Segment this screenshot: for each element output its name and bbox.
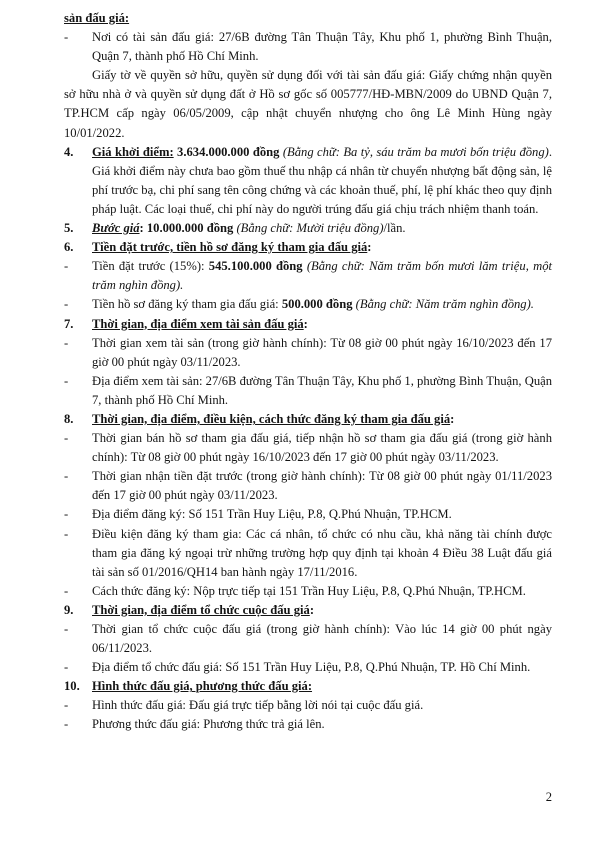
section-6 bbox=[64, 238, 552, 257]
registration-location-text: Địa điểm đăng ký: Số 151 Trần Huy Liệu, P.8, Q.Phú Nhuận, TP.HCM. bbox=[92, 507, 452, 522]
registration-location-item bbox=[64, 505, 552, 524]
section-7 bbox=[64, 315, 552, 334]
auction-form-item bbox=[64, 696, 552, 715]
bullet-dash: - bbox=[64, 622, 69, 636]
section-6-number: 6. bbox=[64, 240, 74, 255]
asset-location-item bbox=[64, 28, 552, 66]
auction-method-text: Phương thức đấu giá: Phương thức trả giá lên. bbox=[92, 717, 325, 732]
page-number: 2 bbox=[545, 790, 552, 804]
bullet-dash: - bbox=[64, 717, 69, 732]
auction-location-item bbox=[64, 658, 552, 677]
bullet-dash: - bbox=[64, 259, 69, 274]
bullet-dash: - bbox=[64, 698, 69, 713]
bid-step-unit: /lần. bbox=[383, 221, 406, 236]
section-10-number: 10. bbox=[64, 679, 80, 694]
starting-price-words: (Bằng chữ: Ba tỷ, sáu trăm ba mươi bốn triệu đồng) bbox=[279, 144, 549, 159]
section-5 bbox=[64, 219, 552, 238]
auction-method-item bbox=[64, 715, 552, 734]
registration-conditions-item bbox=[64, 525, 552, 582]
section-6-heading: Tiền đặt trước, tiền hồ sơ đăng ký tham gia đấu giá bbox=[92, 240, 368, 255]
ownership-documents-text: Giấy tờ về quyền sở hữu, quyền sử dụng đối với tài sản đấu giá: Giấy chứng nhận quyền sở hữu nhà ở và quyền sử dụng đất ở Hồ sơ gốc số 005777/HĐ-MBN/2009 do UBND Quận 7, TP.HCM cấp ngày 06/05/2009, cập nhật chuyển nhượng cho ông Lê Minh Hùng ngày 10/01/2022. bbox=[64, 68, 552, 140]
section-5-number: 5. bbox=[64, 221, 74, 236]
bullet-dash: - bbox=[64, 507, 69, 522]
dossier-fee-words: (Bằng chữ: Năm trăm nghìn đồng). bbox=[352, 297, 534, 312]
deposit-label: Tiền đặt trước (15%): bbox=[92, 259, 209, 274]
starting-price-note: . Giá khởi điểm này chưa bao gồm thuế thu nhập cá nhân từ chuyển nhượng bất động sản, lệ phí trước bạ, chi phí sang tên công chứng và các khoản thuế, phí, lệ phí khác theo quy định pháp luật. Các loại thuế, chi phí này do người trúng đấu giá chịu trách nhiệm thanh toán. bbox=[92, 144, 552, 216]
asset-location-text: Nơi có tài sản đấu giá: 27/6B đường Tân Thuận Tây, Khu phố 1, phường Bình Thuận, Quận 7, thành phố Hồ Chí Minh. bbox=[92, 30, 552, 64]
section-6-colon: : bbox=[367, 240, 372, 255]
auction-time-text: Thời gian tổ chức cuộc đấu giá (trong giờ hành chính): Vào lúc 14 giờ 00 phút ngày 06/11/2023. bbox=[92, 622, 552, 656]
section-10-heading: Hình thức đấu giá, phương thức đấu giá: bbox=[92, 679, 313, 694]
section-7-number: 7. bbox=[64, 316, 74, 331]
bullet-dash: - bbox=[64, 583, 69, 598]
section-4-heading: Giá khởi điểm: bbox=[92, 144, 174, 159]
auction-location-text: Địa điểm tổ chức đấu giá: Số 151 Trần Huy Liệu, P.8, Q.Phú Nhuận, TP. Hồ Chí Minh. bbox=[92, 660, 531, 675]
section-9-heading: Thời gian, địa điểm tổ chức cuộc đấu giá bbox=[92, 602, 310, 617]
deposit-amount: 545.100.000 đồng bbox=[208, 259, 303, 274]
registration-conditions-text: Điều kiện đăng ký tham gia: Các cá nhân, tổ chức có nhu cầu, khả năng tài chính được tham gia đăng ký ngoại trừ những trường hợp quy định tại khoản 4 Điều 38 Luật đấu giá tài sản số 01/2016/QH14 ban hành ngày 17/11/2016. bbox=[92, 526, 552, 579]
section-3-heading-tail: sản đấu giá: bbox=[64, 11, 130, 25]
registration-method-text: Cách thức đăng ký: Nộp trực tiếp tại 151 Trần Huy Liệu, P.8, Q.Phú Nhuận, TP.HCM. bbox=[92, 583, 526, 598]
dossier-fee-item bbox=[64, 295, 552, 314]
deposit-time-text: Thời gian nhận tiền đặt trước (trong giờ hành chính): Từ 08 giờ 00 phút ngày 01/11/2023 đến 17 giờ 00 phút ngày 03/11/2023. bbox=[92, 469, 552, 503]
deposit-time-item bbox=[64, 467, 552, 505]
auction-time-item bbox=[64, 620, 552, 658]
deposit-item bbox=[64, 257, 552, 295]
dossier-fee-label: Tiền hồ sơ đăng ký tham gia đấu giá: bbox=[92, 297, 282, 312]
bullet-dash: - bbox=[64, 431, 69, 446]
deposit-words: (Bằng chữ: Năm trăm bốn mươi lăm triệu, một trăm nghìn đồng). bbox=[92, 259, 552, 293]
section-9-number: 9. bbox=[64, 602, 74, 617]
section-7-colon: : bbox=[303, 316, 308, 331]
dossier-sale-time-item bbox=[64, 429, 552, 467]
bullet-dash: - bbox=[64, 660, 69, 675]
dossier-sale-time-text: Thời gian bán hồ sơ tham gia đấu giá, tiếp nhận hồ sơ tham gia đấu giá (trong giờ hành chính): Từ 08 giờ 00 phút ngày 16/10/2023 đến 17 giờ 00 phút ngày 03/11/2023. bbox=[92, 431, 552, 465]
bid-step-words: (Bằng chữ: Mười triệu đồng) bbox=[233, 221, 384, 236]
section-8-heading: Thời gian, địa điểm, điều kiện, cách thức đăng ký tham gia đấu giá bbox=[92, 411, 451, 426]
bullet-dash: - bbox=[64, 526, 69, 541]
registration-method-item bbox=[64, 582, 552, 601]
section-5-heading: Bước giá bbox=[92, 221, 140, 236]
section-9-colon: : bbox=[309, 602, 315, 617]
bullet-dash: - bbox=[64, 297, 69, 312]
auction-form-text: Hình thức đấu giá: Đấu giá trực tiếp bằng lời nói tại cuộc đấu giá. bbox=[92, 698, 424, 713]
bid-step-amount: : 10.000.000 đồng bbox=[139, 221, 234, 236]
section-8 bbox=[64, 410, 552, 429]
section-9 bbox=[64, 601, 552, 620]
starting-price-amount: 3.634.000.000 đồng bbox=[173, 144, 280, 159]
section-8-number: 8. bbox=[64, 411, 74, 426]
section-7-heading: Thời gian, địa điểm xem tài sản đấu giá bbox=[92, 316, 304, 331]
bullet-dash: - bbox=[64, 469, 69, 484]
section-10 bbox=[64, 677, 552, 696]
viewing-time-text: Thời gian xem tài sản (trong giờ hành chính): Từ 08 giờ 00 phút ngày 16/10/2023 đến 17 giờ 00 phút ngày 03/11/2023. bbox=[92, 335, 552, 369]
dossier-fee-amount: 500.000 đồng bbox=[281, 297, 353, 312]
bullet-dash: - bbox=[64, 30, 69, 45]
viewing-location-item bbox=[64, 372, 552, 410]
section-8-colon: : bbox=[450, 411, 455, 426]
viewing-time-item bbox=[64, 334, 552, 372]
section-4-number: 4. bbox=[64, 144, 74, 159]
viewing-location-text: Địa điểm xem tài sản: 27/6B đường Tân Thuận Tây, Khu phố 1, phường Bình Thuận, Quận 7, thành phố Hồ Chí Minh. bbox=[92, 373, 553, 407]
section-4 bbox=[64, 143, 552, 219]
bullet-dash: - bbox=[64, 373, 69, 388]
bullet-dash: - bbox=[64, 335, 69, 350]
